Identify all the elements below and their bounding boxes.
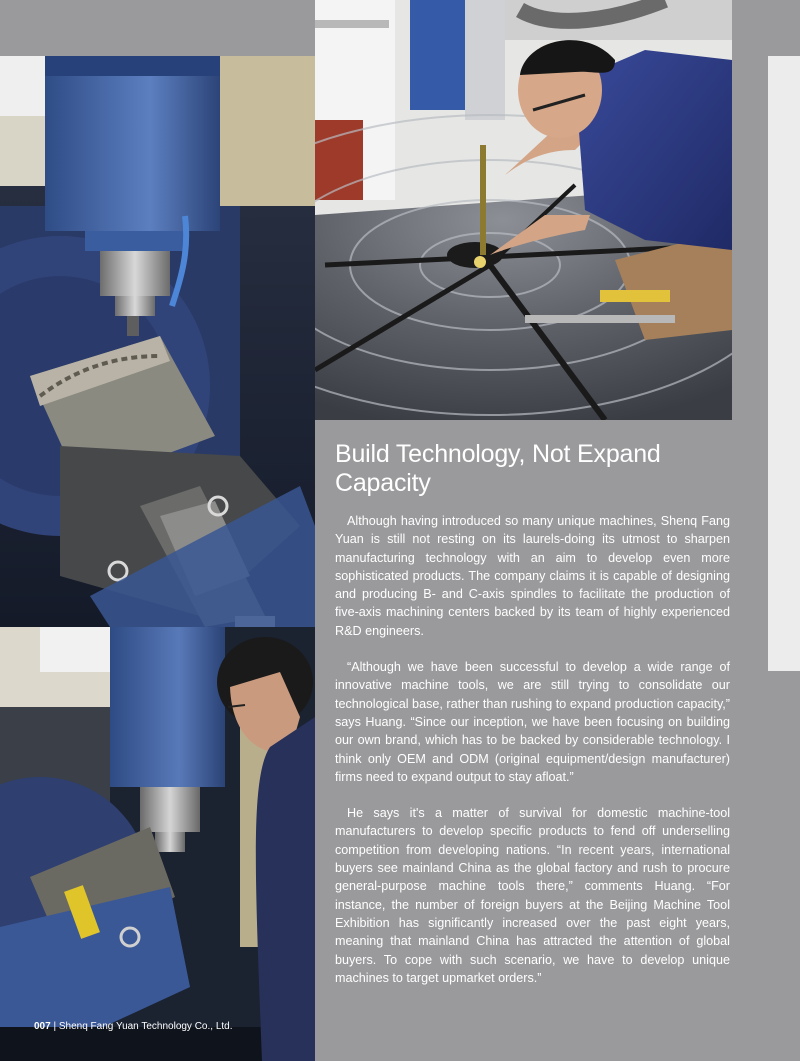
page-edge-tab bbox=[768, 56, 800, 671]
article-paragraph: Although having introduced so many unique machines, Shenq Fang Yuan is still not resting on its laurels-doing its utmost to sharpen manufacturing technology with an aim to develop even more sophisticated products. The company claims it is capable of designing and producing B- and C-axis spindles to facilitate the production of five-axis machining centers backed by its team of highly experienced R&D engineers. bbox=[335, 514, 730, 638]
photo-operator-at-machine bbox=[0, 627, 315, 1061]
article-paragraph: He says it's a matter of survival for domestic machine-tool manufacturers to develop specific products to fend off underselling competition from developing nations. “In recent years, international buyers see mainland China as the global factory and rush to procure general-purpose machine tools there,” comments Huang. “For instance, the number of foreign buyers at the Beijing Machine Tool Exhibition has significantly increased over the past eight years, meaning that mainland China has attracted the attention of global buyers. To cope with such scenario, we have to develop unique machines to target upmarket orders.” bbox=[335, 806, 730, 985]
page-footer bbox=[34, 1021, 233, 1032]
footer-separator: | bbox=[53, 1021, 57, 1032]
article bbox=[335, 440, 730, 1005]
article-title: Build Technology, Not Expand Capacity bbox=[335, 440, 661, 497]
photo-engineer-measuring-rotary-table bbox=[315, 0, 732, 420]
footer-company: Shenq Fang Yuan Technology Co., Ltd. bbox=[58, 1021, 233, 1032]
photo-machine-spindle-vise bbox=[0, 56, 315, 627]
page-number: 007 bbox=[34, 1021, 51, 1032]
article-paragraph: “Although we have been successful to develop a wide range of innovative machine tools, we are still trying to consolidate our technological base, rather than rushing to expand production capacity,” says Huang. “Since our inception, we have been focusing on building our own brand, which has to be backed by considerable technology. I think only OEM and ODM (original equipment/design manufacturer) firms need to expand output to stay afloat.” bbox=[335, 660, 730, 784]
